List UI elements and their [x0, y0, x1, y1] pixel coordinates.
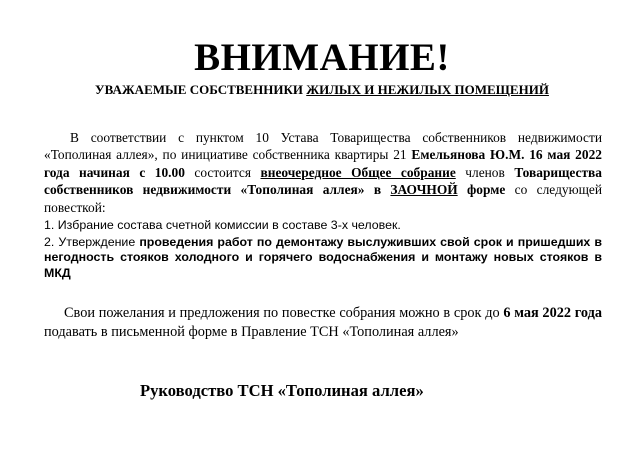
main-paragraph-part2: состоится [184, 164, 261, 180]
agenda-item-2 [44, 235, 602, 282]
subtitle-prefix: УВАЖАЕМЫЕ СОБСТВЕННИКИ [95, 82, 307, 97]
proposal-paragraph [44, 304, 602, 342]
proposal-part2: подавать в письменной форме в Правление ТСН «Тополиная аллея» [44, 324, 459, 340]
signature: Руководство ТСН «Тополиная аллея» [140, 381, 424, 400]
agenda-item-1: 1. Избрание состава счетной комиссии в составе 3-х человек. [44, 218, 401, 232]
owner-name: Емельянова Ю.М. [411, 147, 525, 163]
agenda-list [44, 218, 602, 282]
main-paragraph-part3: членов [455, 164, 515, 180]
organization-name: Товарищества собственников недвижимости «Тополиная аллея» в [44, 164, 602, 198]
page-title: ВНИМАНИЕ! [194, 36, 450, 79]
meeting-date-time: 16 мая 2022 года начиная с 10.00 [44, 147, 602, 180]
main-paragraph-part4: со следующей повесткой: [44, 182, 602, 215]
main-paragraph-part1: В соответствии с пунктом 10 Устава Товарищества собственников недвижимости «Тополиная аллея», по инициативе собственника квартиры 21 [44, 130, 602, 163]
main-paragraph [44, 129, 602, 216]
subtitle [0, 82, 644, 98]
agenda-item-2-bold: проведения работ по демонтажу выслуживших свой срок и пришедших в негодность стояков холодного и горячего водоснабжения и монтажу новых стояков в МКД [44, 234, 603, 280]
meeting-type: внеочередное Общее собрание [260, 164, 456, 180]
proposal-part1: Свои пожелания и предложения по повестке собрания можно в срок до [64, 305, 504, 321]
meeting-form-word: форме [467, 182, 506, 198]
meeting-form: ЗАОЧНОЙ [390, 182, 458, 198]
proposal-deadline: 6 мая 2022 года [503, 305, 602, 321]
subtitle-underlined: ЖИЛЫХ И НЕЖИЛЫХ ПОМЕЩЕНИЙ [306, 82, 549, 97]
agenda-item-2-prefix: 2. Утверждение [44, 234, 140, 249]
